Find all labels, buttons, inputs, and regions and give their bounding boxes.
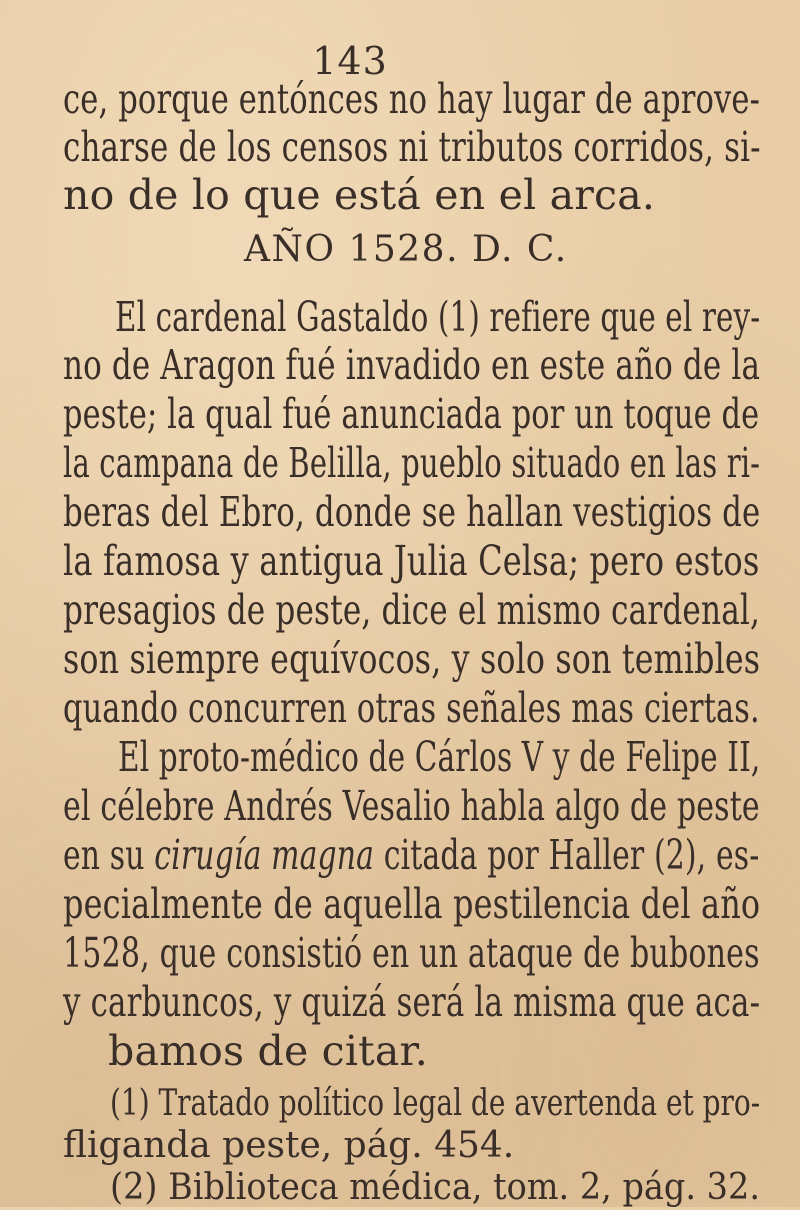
text-line: El proto-médico de Cárlos V y de Felipe II, [118, 733, 761, 781]
section-heading: AÑO 1528. D. C. [244, 229, 568, 270]
footnote-line: (1) Tratado político legal de avertenda et pro- [110, 1083, 761, 1124]
text-line: no de Aragon fué invadido en este año de la [63, 341, 761, 389]
text-line: presagios de peste, dice el mismo cardenal, [63, 586, 761, 634]
text-line: la campana de Belilla, pueblo situado en las ri- [63, 439, 761, 487]
text-segment: citada por Haller (2), es- [374, 831, 760, 879]
text-line: son siempre equívocos, y solo son temibles [63, 635, 761, 683]
text-line: pecialmente de aquella pestilencia del año [63, 880, 761, 928]
text-line: no de lo que está en el arca. [63, 171, 656, 219]
text-line: y carbuncos, y quizá será la misma que aca- [63, 978, 761, 1026]
italic-title: cirugía magna [154, 831, 375, 879]
page-number: 143 [312, 39, 388, 83]
text-segment: en su [63, 831, 155, 879]
text-line: 1528, que consistió en un ataque de bubones [63, 929, 760, 977]
text-line: quando concurren otras señales mas ciertas. [63, 684, 760, 732]
text-line [63, 830, 759, 880]
text-line: peste; la qual fué anunciada por un toque de [63, 390, 760, 438]
text-line: beras del Ebro, donde se hallan vestigios de [63, 488, 761, 536]
text-line: la famosa y antigua Julia Celsa; pero estos [63, 537, 760, 585]
text-line: bamos de citar. [108, 1027, 428, 1075]
footnote-line: (2) Biblioteca médica, tom. 2, pág. 32. [110, 1167, 760, 1208]
text-line: el célebre Andrés Vesalio habla algo de peste [63, 782, 760, 830]
text-line: El cardenal Gastaldo (1) refiere que el rey- [115, 293, 761, 341]
text-line: ce, porque entónces no hay lugar de aprove- [63, 75, 761, 123]
footnote-line: fliganda peste, pág. 454. [63, 1125, 515, 1166]
text-line: charse de los censos ni tributos corridos, si- [63, 123, 761, 171]
